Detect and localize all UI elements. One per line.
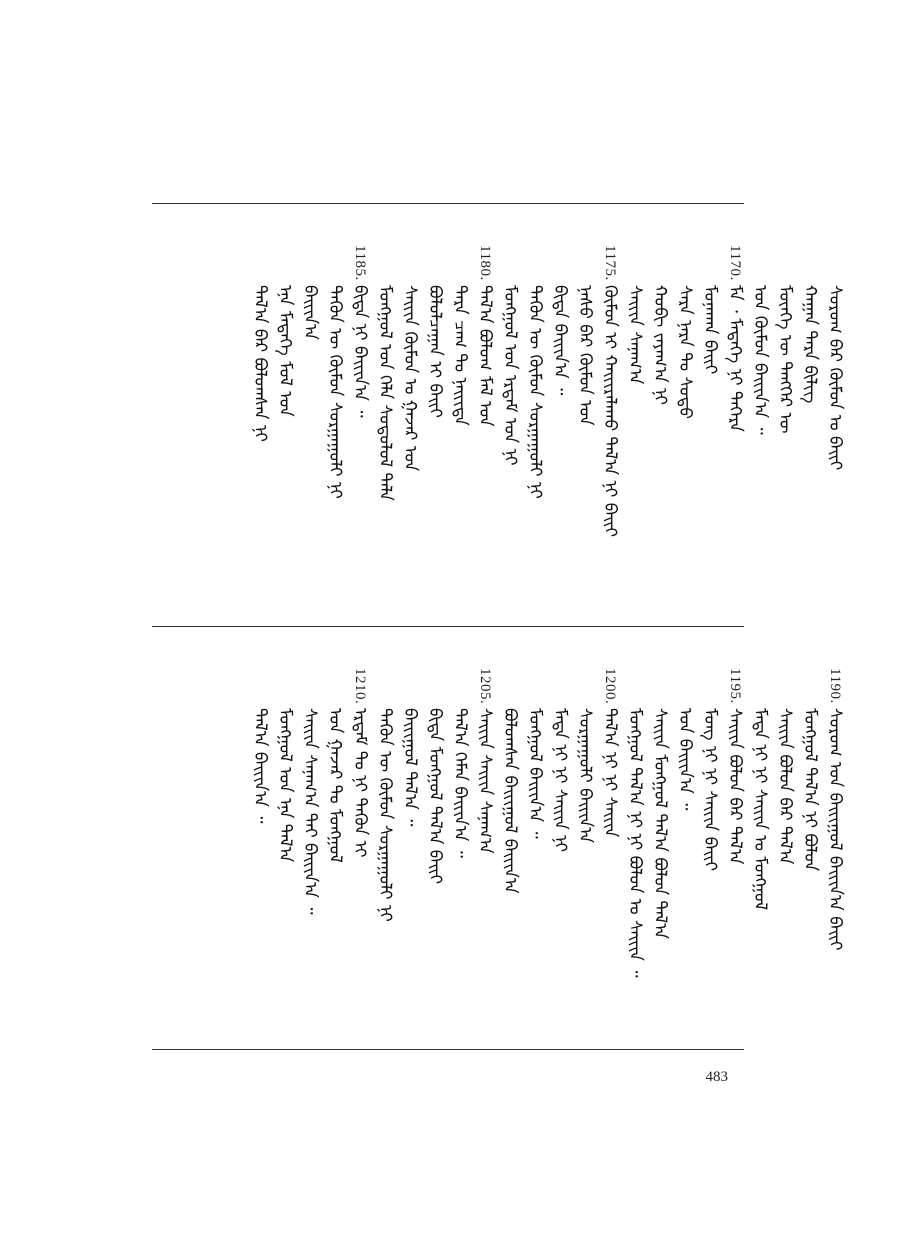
verse-line: ᠪᠠᠢᠢᠨ᠎ᠠ [300, 285, 320, 340]
verse-column [818, 668, 852, 951]
verse-column [818, 245, 852, 470]
verse-line: ᠰᠤᠷᠭᠠᠭᠤᠯᠢ ᠪᠠᠢᠢᠨ᠎ᠠ [575, 708, 595, 844]
verse-line: ᠮᠡᠳᠡ ᠨᠢ ᠨᠢ ᠰᠠᠢᠢᠨ ᠤ ᠮᠤᠩᠭᠤᠯ [750, 708, 770, 911]
verse-line: ᠲᠠᠯ᠎ᠠ ᠪᠤᠯᠤᠭ ᠮᠠᠯ ᠤᠨ [475, 285, 495, 427]
verse-number: 1205. [477, 668, 493, 705]
verse-line: ᠮᠦᠨᠬᠡ ᠦ ᠲᠡᠩᠭᠡᠷ ᠦ [775, 285, 795, 434]
verse-line: ᠮᠡ ᠂ ᠮᠡᠳᠡᠭᠡ ᠨᠢ ᠲᠡᠭᠡᠷᠡ [725, 285, 745, 432]
verse-line: ᠨᠠᠰᠤ ᠪᠠᠷ ᠬᠦᠮᠦᠨ ᠤᠨ [575, 285, 595, 426]
verse-number: 1180. [477, 245, 493, 281]
verse-line: ᠮᠤᠩᠭᠤᠯ ᠪᠠᠢᠢᠨ᠎ᠠ ᠃ [525, 708, 545, 839]
verse-line: ᠲᠠᠯ᠎ᠠ ᠬᠡᠮᠡᠨ ᠪᠠᠢᠢᠨ᠎ᠠ ᠃ [450, 708, 470, 858]
verse-line: ᠪᠤᠯᠤᠭᠰᠠᠨ ᠪᠠᠢᠢᠭᠤᠯ ᠪᠠᠢᠢᠨ᠎ᠠ [500, 708, 520, 894]
verse-line: ᠮᠡᠳᠡ ᠨᠢ ᠨᠢ ᠰᠠᠢᠢᠨ ᠨᠢ [550, 708, 570, 853]
verse-line: ᠮᠤᠩᠭᠤᠯ ᠤᠨ ᠡᠨᠡ ᠲᠠᠯ᠎ᠠ [275, 708, 295, 863]
verse-line: ᠰᠠᠢᠢᠨ ᠮᠤᠩᠭᠤᠯ ᠲᠠᠯ᠎ᠠ ᠪᠤᠯᠤᠨ ᠲᠠᠯ᠎ᠠ [650, 708, 670, 940]
verse-line: ᠪᠢᠳᠡ ᠨᠢ ᠪᠠᠢᠢᠨ᠎ᠠ ᠃ [350, 285, 370, 418]
verse-line: ᠮᠤᠩ ᠨᠢ ᠨᠢ ᠰᠠᠢᠢᠨ ᠪᠠᠢᠢ [700, 708, 720, 872]
verse-line: ᠬᠦᠮᠦᠨ ᠢ ᠬᠠᠢᠢᠷᠠᠯᠠᠬᠤ ᠲᠠᠯ᠎ᠠ ᠨᠢ ᠪᠠᠢᠢ [600, 285, 620, 538]
lower-verse-block [152, 668, 845, 1038]
verse-line: ᠰᠠᠢᠢᠨ ᠰᠠᠢᠢᠨ ᠰᠠᠨᠠᠭ᠎ᠠ [475, 708, 495, 854]
verse-line: ᠤᠨ ᠪᠠᠢᠢᠨ᠎ᠠ ᠃ [675, 708, 695, 811]
verse-number: 1175. [602, 245, 618, 281]
verse-line: ᠲᠠᠯ᠎ᠠ ᠨᠢ ᠨᠢ ᠰᠠᠢᠢᠨ [600, 708, 620, 838]
verse-line: ᠬᠠᠭᠠᠨ ᠲᠡᠷᠡ ᠪᠢᠯᠢᠭ [800, 285, 820, 404]
verse-line: ᠤᠨ ᠭᠠᠵᠠᠷ ᠲᠤ ᠮᠤᠩᠭᠤᠯ [325, 708, 345, 863]
verse-line: ᠮᠤᠩᠭᠤᠯ ᠲᠠᠯ᠎ᠠ ᠨᠢ ᠪᠤᠯᠤᠨ [800, 708, 820, 872]
bottom-rule [152, 1049, 744, 1050]
verse-line: ᠲᠡᠭᠦᠨ ᠦ ᠬᠦᠮᠦᠨ ᠰᠤᠷᠭᠠᠭᠤᠯᠢ ᠨᠢ [325, 285, 345, 499]
verse-line: ᠰᠠᠢᠢᠨ ᠪᠤᠯᠤᠨ ᠪᠠᠷ ᠲᠠᠯ᠎ᠠ [775, 708, 795, 865]
verse-line: ᠲᠡᠭᠦᠨ ᠦ ᠬᠦᠮᠦᠨ ᠰᠤᠷᠭᠠᠭᠤᠯᠢ ᠨᠢ [375, 708, 395, 922]
verse-line: ᠲᠡᠷᠡ ᠴᠠᠭ ᠲᠤ ᠨᠡᠢᠢᠲᠡ [450, 285, 470, 426]
verse-number: 1195. [727, 668, 743, 704]
verse-number: 1170. [727, 245, 743, 281]
middle-rule [152, 626, 744, 627]
page-number: 483 [705, 1069, 728, 1085]
verse-line: ᠰᠠᠢᠢᠨ ᠰᠠᠨᠠᠭ᠎ᠠ ᠲᠠᠢ ᠪᠠᠢᠢᠨ᠎ᠠ ᠃ [300, 708, 320, 915]
verse-number: 1210. [352, 668, 368, 705]
verse-line: ᠪᠢᠳᠡ ᠮᠤᠩᠭᠤᠯ ᠲᠠᠯ᠎ᠠ ᠪᠠᠢᠢ [425, 708, 445, 885]
verse-line: ᠮᠤᠩᠭᠤᠯ ᠲᠠᠯ᠎ᠠ ᠨᠢ ᠨᠢ ᠪᠤᠯᠤᠨ ᠤ ᠰᠠᠢᠢᠨ ᠃ [625, 708, 645, 978]
verse-line: ᠪᠠᠢᠢᠭᠤᠯ ᠲᠠᠯ᠎ᠠ ᠃ [400, 708, 420, 827]
verse-line: ᠰᠤᠷᠤᠭ ᠪᠠᠷ ᠬᠦᠮᠦᠨ ᠤ ᠪᠠᠢᠢ [825, 285, 845, 471]
verse-number: 1200. [602, 668, 618, 705]
top-rule [152, 203, 744, 204]
verse-line: ᠤᠨ ᠬᠦᠮᠦᠨ ᠪᠠᠢᠢᠨ᠎ᠠ ᠃ [750, 285, 770, 435]
verse-line: ᠰᠠᠢᠢᠨ ᠬᠦᠮᠦᠨ ᠤ ᠭᠠᠵᠠᠷ ᠤᠨ [400, 285, 420, 472]
verse-line: ᠲᠡᠭᠦᠨ ᠦ ᠬᠦᠮᠦᠨ ᠰᠤᠷᠭᠠᠭᠤᠯᠢ ᠨᠢ [525, 285, 545, 499]
upper-verse-block [152, 245, 845, 615]
verse-line: ᠪᠢᠳᠡ ᠪᠠᠢᠢᠨ᠎ᠠ ᠃ [550, 285, 570, 396]
verse-number: 1185. [352, 245, 368, 281]
verse-line: ᠮᠤᠩᠭᠤᠯ ᠤᠨ ᠬᠡᠯᠡ ᠰᠤᠳᠤᠯᠤᠯ ᠲᠠᠯᠠ [375, 285, 395, 501]
verse-line: ᠡᠷᠳᠡᠮ ᠲᠤ ᠨᠢ ᠲᠡᠭᠦᠨ ᠢ [350, 708, 370, 858]
verse-line: ᠰᠠᠷᠠ ᠨᠠᠷᠠ ᠲᠤ ᠰᠤᠳᠤ [675, 285, 695, 419]
verse-line: ᠰᠠᠢᠢᠨ ᠰᠠᠨᠠᠭ᠎ᠠ [625, 285, 645, 385]
verse-line: ᠪᠤᠯᠤᠯᠴᠠᠭᠠᠨ ᠢ ᠪᠠᠢᠢ [425, 285, 445, 418]
verse-number: 1190. [827, 668, 843, 704]
verse-line: ᠮᠤᠨᠠᠬᠠᠨ ᠪᠠᠢᠢ [700, 285, 720, 375]
verse-line: ᠮᠤᠩᠭᠤᠯ ᠤᠨ ᠡᠷᠳᠡᠮ ᠤᠨ ᠨᠢ [500, 285, 520, 466]
verse-line: ᠰᠤᠷᠤᠭ ᠤᠨ ᠪᠠᠢᠢᠭᠤᠯ ᠪᠠᠢᠢᠨ᠎ᠠ ᠪᠠᠢᠢ [825, 708, 845, 951]
verse-line: ᠬᠤᠪᠢ ᠵᠠᠶᠠᠭ᠎ᠠ ᠨᠢ [650, 285, 670, 405]
verse-line: ᠲᠠᠯ᠎ᠠ ᠪᠠᠢᠢᠨ᠎ᠠ ᠃ [250, 708, 270, 824]
verse-line: ᠲᠠᠯ᠎ᠠ ᠪᠡᠷ ᠪᠤᠯᠤᠭᠰᠠᠨ ᠨᠢ [250, 285, 270, 442]
verse-line: ᠡᠨᠡ ᠮᠡᠳᠡᠭᠡ ᠮᠤᠯ ᠤᠨ [275, 285, 295, 417]
verse-line: ᠰᠠᠢᠢᠨ ᠪᠤᠯᠤᠨ ᠪᠠᠷ ᠲᠠᠯ᠎ᠠ [725, 708, 745, 865]
